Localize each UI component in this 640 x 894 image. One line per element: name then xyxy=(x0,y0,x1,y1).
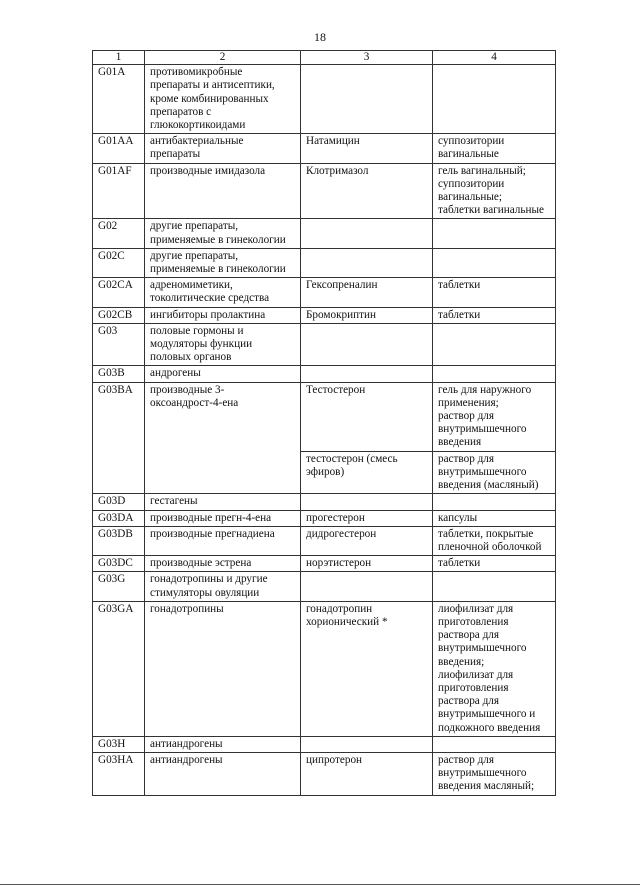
drug-name-cell xyxy=(301,736,433,752)
drug-name-cell: норэтистерон xyxy=(301,556,433,572)
table-row xyxy=(93,219,556,248)
group-name-cell: андрогены xyxy=(145,366,301,382)
atc-code-cell: G03 xyxy=(93,323,145,366)
table-row xyxy=(93,526,556,555)
drug-name-cell xyxy=(301,65,433,134)
table-row xyxy=(93,163,556,219)
atc-code-cell: G02 xyxy=(93,219,145,248)
table-row xyxy=(93,556,556,572)
table-row xyxy=(93,65,556,134)
drug-name-cell: Натамицин xyxy=(301,134,433,163)
group-name-cell: гестагены xyxy=(145,494,301,510)
dosage-form-cell: раствор для внутримышечного введения масляный; xyxy=(433,752,556,795)
drug-name-cell: Клотримазол xyxy=(301,163,433,219)
dosage-form-cell: таблетки xyxy=(433,278,556,307)
group-name-cell: адреномиметики, токолитические средства xyxy=(145,278,301,307)
group-name-cell: антиандрогены xyxy=(145,752,301,795)
group-name-cell: ингибиторы пролактина xyxy=(145,307,301,323)
drug-name-cell xyxy=(301,572,433,601)
atc-code-cell: G03DA xyxy=(93,510,145,526)
table-header-row xyxy=(93,51,556,65)
table-row xyxy=(93,752,556,795)
atc-code-cell: G01AF xyxy=(93,163,145,219)
drug-name-cell: Бромокриптин xyxy=(301,307,433,323)
column-header: 1 xyxy=(93,51,145,65)
drug-name-cell: дидрогестерон xyxy=(301,526,433,555)
bottom-rule xyxy=(0,884,640,885)
dosage-form-cell xyxy=(433,494,556,510)
table-row xyxy=(93,278,556,307)
drug-name-cell xyxy=(301,366,433,382)
column-header: 4 xyxy=(433,51,556,65)
group-name-cell: другие препараты, применяемые в гинекологии xyxy=(145,248,301,277)
atc-code-cell: G02C xyxy=(93,248,145,277)
drug-name-cell: Тестостерон xyxy=(301,382,433,451)
table-row xyxy=(93,572,556,601)
group-name-cell: производные 3-оксоандрост-4-ена xyxy=(145,382,301,494)
drug-classification-table xyxy=(92,50,556,796)
atc-code-cell: G03B xyxy=(93,366,145,382)
dosage-form-cell xyxy=(433,248,556,277)
dosage-form-cell: таблетки xyxy=(433,556,556,572)
dosage-form-cell xyxy=(433,65,556,134)
dosage-form-cell: суппозитории вагинальные xyxy=(433,134,556,163)
group-name-cell: противомикробные препараты и антисептики, кроме комбинированных препаратов с глюкокортикоидами xyxy=(145,65,301,134)
page-number: 18 xyxy=(314,30,326,44)
group-name-cell: антибактериальные препараты xyxy=(145,134,301,163)
atc-code-cell: G03DB xyxy=(93,526,145,555)
dosage-form-cell: таблетки xyxy=(433,307,556,323)
dosage-form-cell xyxy=(433,323,556,366)
table-row xyxy=(93,134,556,163)
table-row xyxy=(93,366,556,382)
atc-code-cell: G02CA xyxy=(93,278,145,307)
atc-code-cell: G02CB xyxy=(93,307,145,323)
group-name-cell: другие препараты, применяемые в гинекологии xyxy=(145,219,301,248)
atc-code-cell: G03D xyxy=(93,494,145,510)
column-header: 3 xyxy=(301,51,433,65)
atc-code-cell: G03BA xyxy=(93,382,145,494)
group-name-cell: производные эстрена xyxy=(145,556,301,572)
group-name-cell: гонадотропины xyxy=(145,601,301,736)
dosage-form-cell xyxy=(433,736,556,752)
dosage-form-cell: раствор для внутримышечного введения (масляный) xyxy=(433,451,556,494)
group-name-cell: половые гормоны и модуляторы функции половых органов xyxy=(145,323,301,366)
dosage-form-cell: гель для наружного применения; раствор для внутримышечного введения xyxy=(433,382,556,451)
drug-name-cell: тестостерон (смесь эфиров) xyxy=(301,451,433,494)
atc-code-cell: G01A xyxy=(93,65,145,134)
group-name-cell: производные прегн-4-ена xyxy=(145,510,301,526)
atc-code-cell: G01AA xyxy=(93,134,145,163)
group-name-cell: антиандрогены xyxy=(145,736,301,752)
dosage-form-cell: гель вагинальный; суппозитории вагинальные; таблетки вагинальные xyxy=(433,163,556,219)
atc-code-cell: G03DC xyxy=(93,556,145,572)
atc-code-cell: G03H xyxy=(93,736,145,752)
dosage-form-cell xyxy=(433,366,556,382)
drug-name-cell xyxy=(301,219,433,248)
group-name-cell: производные прегнадиена xyxy=(145,526,301,555)
table-row xyxy=(93,736,556,752)
atc-code-cell: G03GA xyxy=(93,601,145,736)
table-row xyxy=(93,307,556,323)
drug-name-cell: Гексопреналин xyxy=(301,278,433,307)
drug-name-cell: гонадотропин хорионический * xyxy=(301,601,433,736)
group-name-cell: производные имидазола xyxy=(145,163,301,219)
column-header: 2 xyxy=(145,51,301,65)
drug-name-cell: ципротерон xyxy=(301,752,433,795)
drug-name-cell: прогестерон xyxy=(301,510,433,526)
drug-name-cell xyxy=(301,323,433,366)
dosage-form-cell xyxy=(433,219,556,248)
table-row xyxy=(93,382,556,451)
table-row xyxy=(93,323,556,366)
drug-name-cell xyxy=(301,248,433,277)
atc-code-cell: G03G xyxy=(93,572,145,601)
dosage-form-cell: лиофилизат для приготовления раствора для внутримышечного введения; лиофилизат для приготовления раствора для внутримышечного и подкожного введения xyxy=(433,601,556,736)
group-name-cell: гонадотропины и другие стимуляторы овуляции xyxy=(145,572,301,601)
table-row xyxy=(93,510,556,526)
table-row xyxy=(93,248,556,277)
table-body xyxy=(93,65,556,795)
atc-code-cell: G03HA xyxy=(93,752,145,795)
dosage-form-cell xyxy=(433,572,556,601)
table-row xyxy=(93,601,556,736)
dosage-form-cell: капсулы xyxy=(433,510,556,526)
drug-name-cell xyxy=(301,494,433,510)
table-row xyxy=(93,494,556,510)
dosage-form-cell: таблетки, покрытые пленочной оболочкой xyxy=(433,526,556,555)
